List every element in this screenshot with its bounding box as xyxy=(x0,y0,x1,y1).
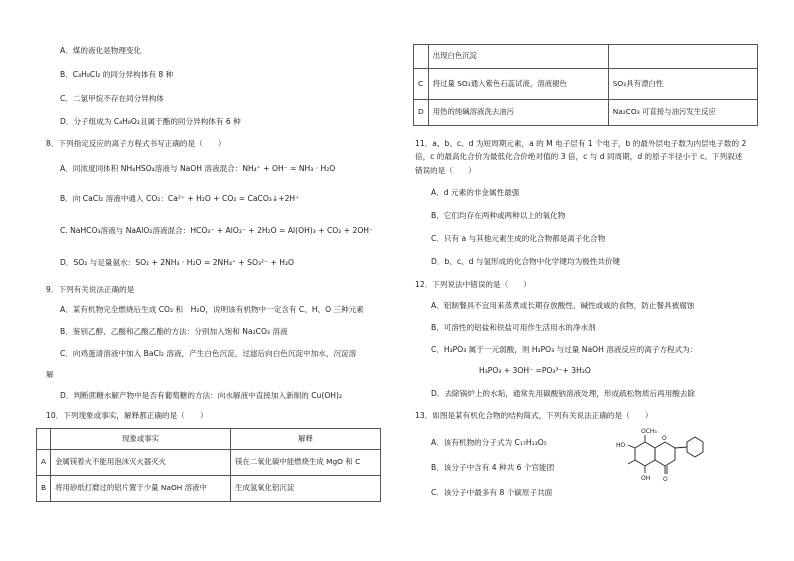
q12-option-c: C．H₃PO₃ 属于一元弱酸，则 H₃PO₃ 与过量 NaOH 溶液反应的离子方程式为： xyxy=(431,345,698,354)
q7-option-a: A．煤的液化是物理变化 xyxy=(60,46,142,55)
q10-table-part2 xyxy=(413,44,758,126)
label-carbonyl-o: O xyxy=(663,476,668,483)
q7-option-d: D．分子组成为 C₄H₈O₂且属于酯的同分异构体有 6 种 xyxy=(60,117,241,126)
row-fact: 将用砂纸打磨过的铝片置于少量 NaOH 溶液中 xyxy=(51,476,231,502)
row-explain: 镁在二氧化碳中能燃烧生成 MgO 和 C xyxy=(231,450,381,476)
q11-stem-line2: 倍，c 的最高化合价为最低化合价绝对值的 3 倍，c 与 d 同周期，d 的原子半径小于 c。下列叙述 xyxy=(415,152,743,161)
table-row xyxy=(37,476,381,502)
right-column xyxy=(397,0,794,561)
row-explain: 生成氢氧化铝沉淀 xyxy=(231,476,381,502)
row-explain: Na₂CO₃ 可直接与油污发生反应 xyxy=(608,100,757,126)
q9-option-a: A．某有机物完全燃烧后生成 CO₂ 和 H₂O，说明该有机物中一定含有 C、H、O 三种元素 xyxy=(60,305,364,314)
q12-stem: 12．下列说法中错误的是（ ） xyxy=(415,280,531,289)
q8-option-b: B．向 CaCl₂ 溶液中通入 CO₂：Ca²⁺ + H₂O + CO₂ = CaCO₃↓+2H⁺ xyxy=(60,194,300,203)
q11-option-c: C．只有 a 与其他元素生成的化合物都是离子化合物 xyxy=(431,234,606,243)
q10-header-fact: 现象或事实 xyxy=(51,429,231,450)
table-row xyxy=(414,69,758,100)
q12-option-d: D．去除锅炉上的水垢，通常先用碳酸钠溶液处理，形成疏松物质后再用酸去除 xyxy=(431,389,696,398)
q13-option-c: C．该分子中最多有 8 个碳原子共面 xyxy=(431,488,553,497)
q11-stem-line3: 错误的是（ ） xyxy=(415,166,476,175)
q12-option-a: A．铝制餐具不宜用来蒸煮或长期存放酸性、碱性或咸的食物，防止餐具被腐蚀 xyxy=(431,301,695,310)
q7-option-b: B．C₄H₈Cl₂ 的同分异构体有 8 种 xyxy=(60,70,174,79)
row-letter: B xyxy=(37,476,51,502)
q10-header-explain: 解释 xyxy=(231,429,381,450)
q9-option-c-wrap: 解 xyxy=(46,370,54,379)
row-fact: 金属镁着火不能用泡沫灭火器灭火 xyxy=(51,450,231,476)
q11-option-b: B．它们均存在两种或两种以上的氧化物 xyxy=(431,211,566,220)
q13-stem: 13．如图是某有机化合物的结构简式，下列有关说法正确的是（ ） xyxy=(415,411,653,420)
q8-stem: 8．下列指定反应的离子方程式书写正确的是（ ） xyxy=(46,139,226,148)
q11-stem-line1: 11．a、b、c、d 为短周期元素，a 的 M 电子层有 1 个电子，b 的最外层电子数为内层电子数的 2 xyxy=(415,139,747,148)
label-och3: OCH₃ xyxy=(641,428,657,435)
q11-option-d: D．b、c、d 与氢形成的化合物中化学键均为极性共价键 xyxy=(431,257,621,266)
table-row xyxy=(37,450,381,476)
q8-option-a: A．同浓度同体积 NH₄HSO₄溶液与 NaOH 溶液混合：NH₄⁺ + OH⁻ = NH₃ · H₂O xyxy=(60,164,336,173)
q8-option-d: D．SO₂ 与足量氨水：SO₂ + 2NH₃ · H₂O = 2NH₄⁺ + SO₃²⁻ + H₂O xyxy=(60,258,295,267)
q10-table-part1 xyxy=(36,428,381,502)
row-explain: SO₂具有漂白性 xyxy=(608,69,757,100)
q10-stem: 10．下列现象或事实，解释都正确的是（ ） xyxy=(46,411,208,420)
row-letter: A xyxy=(37,450,51,476)
q13-option-a: A．该有机物的分子式为 C₁₇H₁₃O₅ xyxy=(431,438,547,447)
row-fact: 将过量 SO₂通入紫色石蕊试液，溶液褪色 xyxy=(428,69,608,100)
q10-continued-fact: 出现白色沉淀 xyxy=(428,45,608,69)
q9-stem: 9．下列有关说法正确的是 xyxy=(46,285,135,294)
label-ho: HO xyxy=(616,442,626,449)
q9-option-c: C．向鸡蛋清溶液中加入 BaCl₂ 溶液，产生白色沉淀，过滤后向白色沉淀中加水，沉淀溶 xyxy=(60,349,357,358)
label-ring-o: O xyxy=(662,435,667,442)
table-row xyxy=(414,100,758,126)
q12-option-b: B．可溶性的铝盐和铁盐可用作生活用水的净水剂 xyxy=(431,323,596,332)
row-letter: C xyxy=(414,69,429,100)
q13-option-b: B．该分子中含有 4 种共 6 个官能团 xyxy=(431,463,555,472)
q7-option-c: C．二氯甲烷不存在同分异构体 xyxy=(60,94,165,103)
q12-option-c-equation: H₃PO₃ + 3OH⁻ =PO₃³⁻+ 3H₂O xyxy=(479,366,591,375)
molecule-structure xyxy=(615,426,725,486)
q8-option-c: C. NaHCO₃溶液与 NaAlO₂溶液混合：HCO₃⁻ + AlO₂⁻ + 2H₂O = Al(OH)₃ + CO₂ + 2OH⁻ xyxy=(60,226,374,235)
q9-option-d: D．判断蔗糖水解产物中是否有葡萄糖的方法：向水解液中直接加入新制的 Cu(OH)₂ xyxy=(60,391,343,400)
q9-option-b: B．鉴别乙醇、乙酸和乙酸乙酯的方法：分别加入饱和 Na₂CO₃ 溶液 xyxy=(60,327,288,336)
label-oh: OH xyxy=(641,475,651,482)
q11-option-a: A．d 元素的非金属性最强 xyxy=(431,188,520,197)
row-fact: 用热的纯碱溶液洗去油污 xyxy=(428,100,608,126)
row-letter: D xyxy=(414,100,429,126)
